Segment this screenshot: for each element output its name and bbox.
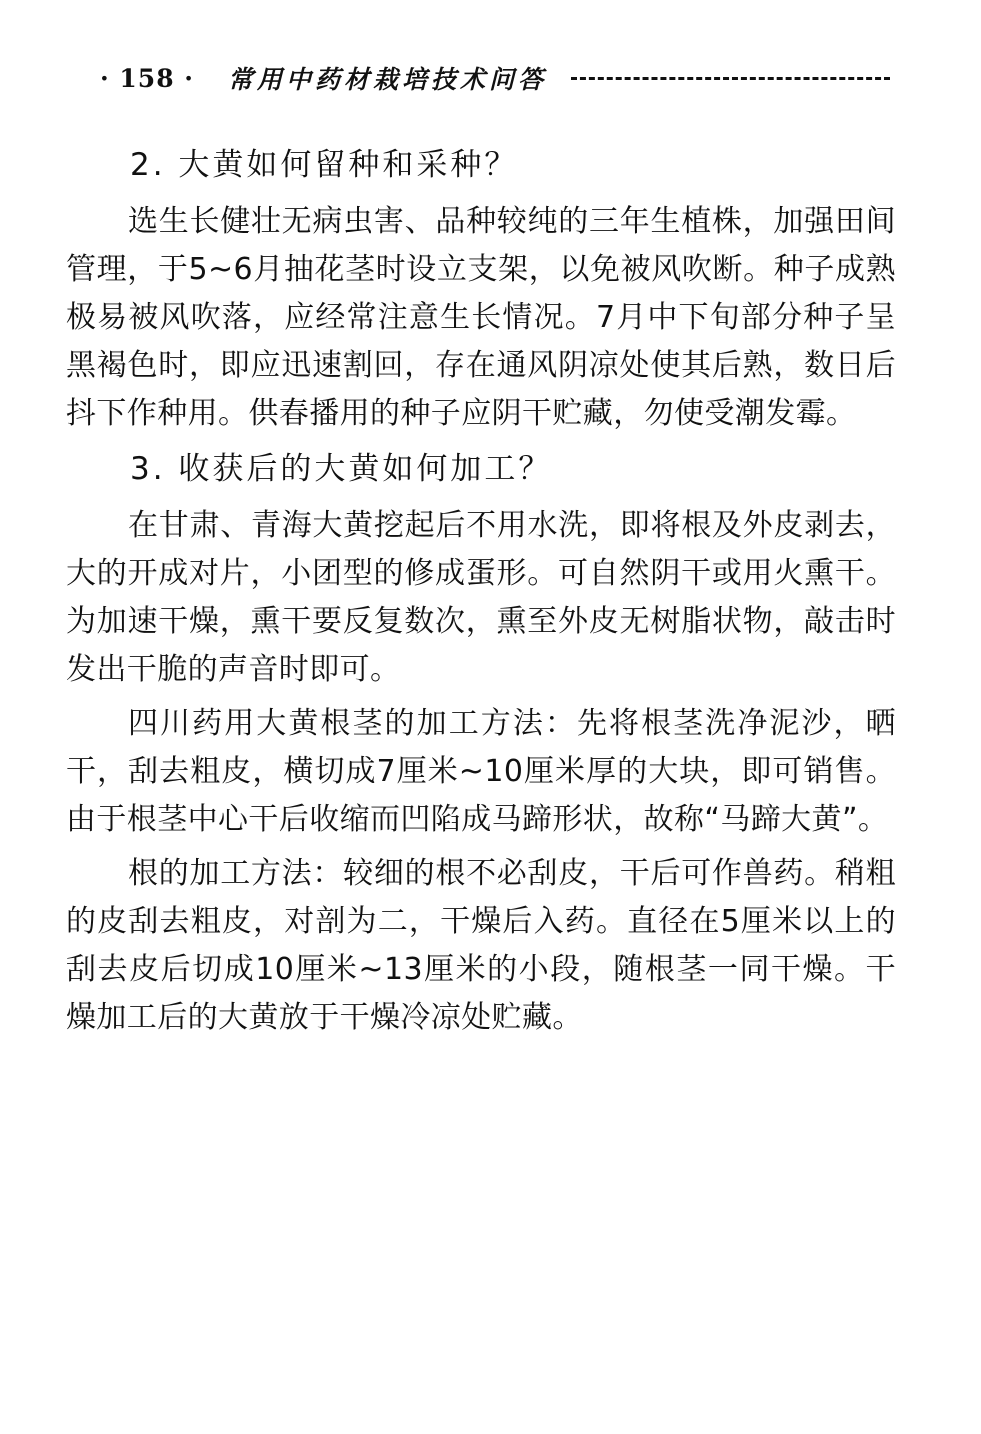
answer-paragraph: 在甘肃、青海大黄挖起后不用水洗，即将根及外皮剥去，大的开成对片，小团型的修成蛋形。可自然阴干或用火熏干。为加速干燥，熏干要反复数次，熏至外皮无树脂状物，敲击时发出干脆的声音时即可。 [66,508,896,687]
answer-paragraph: 选生长健壮无病虫害、品种较纯的三年生植株，加强田间管理，于5~6月抽花茎时设立支架，以免被风吹断。种子成熟极易被风吹落，应经常注意生长情况。7月中下旬部分种子呈黑褐色时，即应迅速割回，存在通风阴凉处使其后熟，数日后抖下作种用。供春播用的种子应阴干贮藏，勿使受潮发霉。 [66,204,896,431]
page-body [66,140,896,1048]
section-seed-collection [66,140,896,438]
answer-paragraph: 四川药用大黄根茎的加工方法：先将根茎洗净泥沙，晒干，刮去粗皮，横切成7厘米~10厘米厚的大块，即可销售。由于根茎中心干后收缩而凹陷成马蹄形状，故称“马蹄大黄”。 [66,706,896,837]
question-heading: 2. 大黄如何留种和采种？ [130,147,519,183]
question-heading: 3. 收获后的大黄如何加工？ [130,451,553,487]
section-processing [66,444,896,1042]
running-title: 常用中药材栽培技术问答 [228,65,548,94]
page-header [100,56,890,100]
header-rule [571,77,890,80]
answer-paragraph: 根的加工方法：较细的根不必刮皮，干后可作兽药。稍粗的皮刮去粗皮，对剖为二，干燥后入药。直径在5厘米以上的刮去皮后切成10厘米~13厘米的小段，随根茎一同干燥。干燥加工后的大黄放于干燥冷凉处贮藏。 [66,856,896,1035]
page-number: · 158 · [100,63,194,93]
